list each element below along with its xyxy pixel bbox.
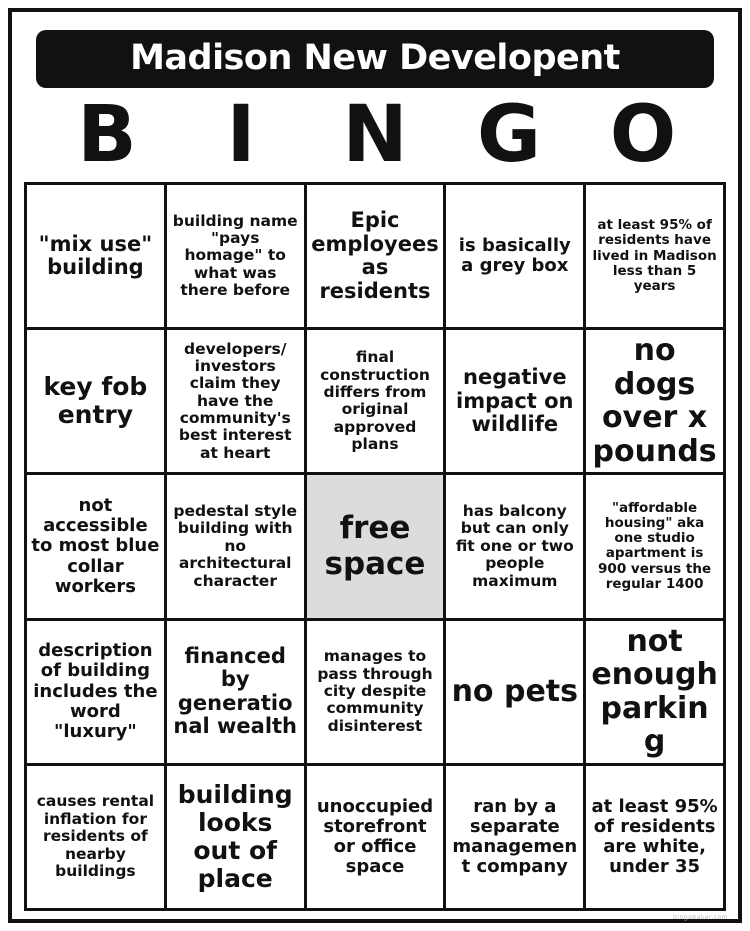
watermark-label: bingobaker.com	[673, 914, 728, 921]
bingo-cell[interactable]	[27, 475, 167, 620]
bingo-cell-label: "mix use" building	[38, 231, 153, 280]
bingo-cell[interactable]	[167, 330, 307, 475]
bingo-cell[interactable]	[446, 766, 586, 911]
bingo-cell-label: building name "pays homage" to what was there before	[172, 211, 298, 300]
bingo-cell-label: Epic employees as residents	[311, 208, 439, 303]
bingo-cell[interactable]	[307, 621, 447, 766]
bingo-cell[interactable]	[167, 621, 307, 766]
bingo-cell-label: manages to pass through city despite community disinterest	[317, 647, 433, 735]
bingo-cell-label: is basically a grey box	[458, 234, 571, 277]
bingo-grid	[24, 182, 726, 911]
bingo-cell-label: has balcony but can only fit one or two people maximum	[455, 502, 574, 590]
bingo-cell-label: negative impact on wildlife	[456, 365, 574, 437]
bingo-letter-o: O	[609, 90, 677, 180]
card-frame	[8, 8, 742, 923]
bingo-cell[interactable]	[27, 185, 167, 330]
bingo-cell[interactable]	[27, 330, 167, 475]
bingo-cell[interactable]	[27, 621, 167, 766]
bingo-cell-label: at least 95% of residents have lived in Madison less than 5 years	[592, 217, 717, 294]
bingo-cell[interactable]	[586, 330, 726, 475]
card-title-bar	[36, 30, 714, 88]
bingo-cell-label: developers/ investors claim they have the community's best interest at heart	[178, 339, 292, 462]
bingo-letter-n: N	[342, 90, 408, 180]
bingo-cell[interactable]	[307, 185, 447, 330]
bingo-letter-i: I	[226, 90, 256, 180]
bingo-cell-label: key fob entry	[43, 372, 148, 430]
bingo-cell[interactable]	[586, 185, 726, 330]
bingo-cell-label: "affordable housing" aka one studio apartment is 900 versus the regular 1400	[598, 500, 712, 592]
bingo-cell-label: building looks out of place	[177, 779, 293, 893]
bingo-cell-label: at least 95% of residents are white, under 35	[591, 795, 718, 878]
bingo-cell-label: no pets	[451, 673, 578, 709]
bingo-cell-label: ran by a separate management company	[452, 795, 578, 878]
bingo-cell-label: financed by generational wealth	[173, 643, 298, 739]
bingo-cell-label: unoccupied storefront or office space	[316, 795, 434, 878]
bingo-cell-label: causes rental inflation for residents of nearby buildings	[36, 792, 155, 880]
bingo-cell[interactable]	[586, 621, 726, 766]
bingo-cell[interactable]	[446, 475, 586, 620]
bingo-cell[interactable]	[307, 330, 447, 475]
bingo-cell[interactable]	[27, 766, 167, 911]
bingo-cell-label: final construction differs from original approved plans	[320, 348, 430, 453]
bingo-cell-label: not enough parking	[591, 623, 718, 760]
bingo-letters-row	[24, 90, 726, 180]
bingo-cell-label: not accessible to most blue collar workers	[31, 495, 160, 597]
bingo-cell[interactable]	[586, 766, 726, 911]
bingo-cell-label: pedestal style building with no architectural character	[173, 502, 297, 590]
bingo-cell-free-space[interactable]	[307, 475, 447, 620]
bingo-cell[interactable]	[167, 766, 307, 911]
page-title: Madison New Developent	[130, 38, 620, 78]
bingo-cell[interactable]	[446, 621, 586, 766]
bingo-letter-b: B	[77, 90, 137, 180]
bingo-cell-label: no dogs over x pounds	[592, 333, 717, 469]
bingo-cell[interactable]	[307, 766, 447, 911]
bingo-cell[interactable]	[446, 185, 586, 330]
bingo-cell-label: free space	[324, 509, 426, 583]
bingo-cell[interactable]	[167, 475, 307, 620]
bingo-cell-label: description of building includes the word "luxury"	[33, 640, 158, 742]
bingo-cell[interactable]	[586, 475, 726, 620]
bingo-cell[interactable]	[167, 185, 307, 330]
bingo-cell[interactable]	[446, 330, 586, 475]
bingo-letter-g: G	[476, 90, 542, 180]
